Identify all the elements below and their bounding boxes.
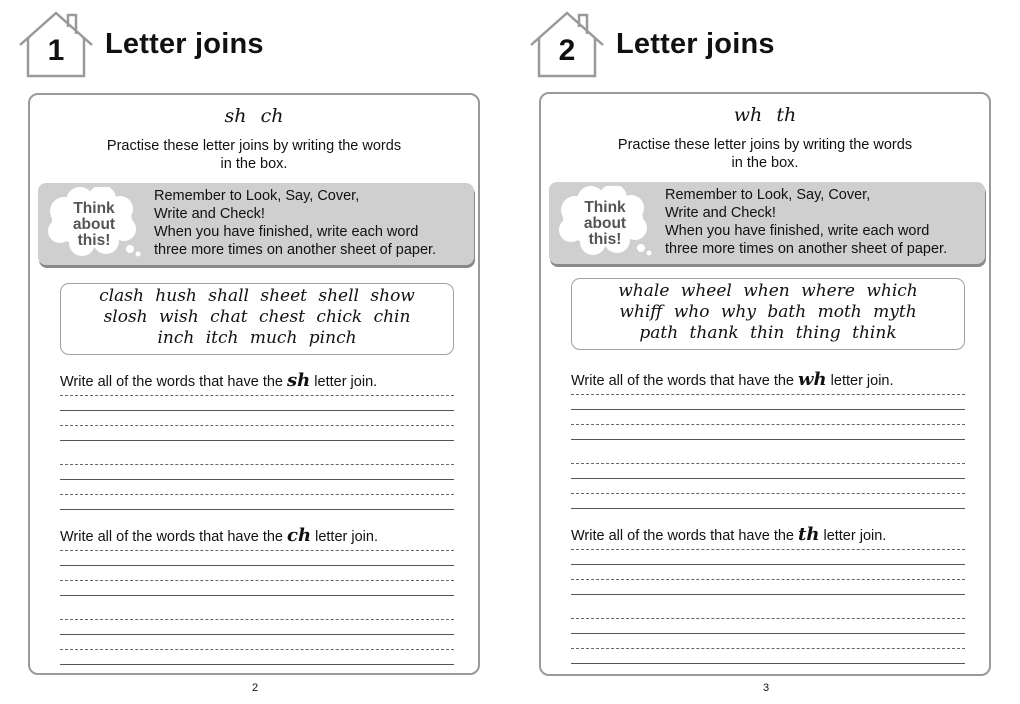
writing-line[interactable] <box>571 564 965 565</box>
letter-joins-heading: sh ch <box>224 105 284 127</box>
activity-card <box>539 92 991 676</box>
word-box <box>60 283 454 355</box>
writing-guide-line[interactable] <box>571 618 965 619</box>
house-icon <box>527 10 607 80</box>
word-line: whale wheel when where which <box>618 281 918 301</box>
house-icon <box>16 10 96 80</box>
word-line: whiff who why bath moth myth <box>619 302 917 322</box>
writing-guide-line[interactable] <box>60 464 454 465</box>
word-line: slosh wish chat chest chick chin <box>103 307 411 327</box>
intro-text: Practise these letter joins by writing the words in the box. <box>106 138 402 172</box>
word-line: path thank thin thing think <box>639 323 897 343</box>
writing-guide-line[interactable] <box>571 549 965 550</box>
writing-line[interactable] <box>60 479 454 480</box>
writing-line[interactable] <box>60 509 454 510</box>
prompt-first-join: Write all of the words that have the wh letter join. <box>571 369 894 390</box>
page-number: 3 <box>762 682 770 694</box>
writing-line[interactable] <box>571 409 965 410</box>
think-instructions: Remember to Look, Say, Cover, Write and Check! When you have finished, write each word three more times on another sheet of paper. <box>665 187 948 257</box>
think-instructions: Remember to Look, Say, Cover, Write and Check! When you have finished, write each word three more times on another sheet of paper. <box>154 188 437 258</box>
prompt-second-join: Write all of the words that have the ch letter join. <box>60 525 378 546</box>
writing-line[interactable] <box>571 594 965 595</box>
unit-number: 1 <box>47 34 65 67</box>
letter-joins-heading: wh th <box>733 104 797 126</box>
writing-guide-line[interactable] <box>571 648 965 649</box>
word-line: inch itch much pinch <box>157 328 357 348</box>
writing-line[interactable] <box>571 633 965 634</box>
think-label: Think about this! <box>583 199 627 248</box>
writing-line[interactable] <box>571 439 965 440</box>
writing-line[interactable] <box>571 663 965 664</box>
page-number: 2 <box>251 682 259 694</box>
think-about-this-box <box>549 182 985 264</box>
word-line: clash hush shall sheet shell show <box>99 286 415 306</box>
writing-line[interactable] <box>60 595 454 596</box>
think-about-this-box <box>38 183 474 265</box>
writing-guide-line[interactable] <box>60 550 454 551</box>
page-title: Letter joins <box>105 28 264 60</box>
writing-guide-line[interactable] <box>571 493 965 494</box>
activity-card <box>28 93 480 675</box>
writing-guide-line[interactable] <box>60 395 454 396</box>
prompt-second-join: Write all of the words that have the th letter join. <box>571 524 887 545</box>
writing-guide-line[interactable] <box>571 463 965 464</box>
intro-text: Practise these letter joins by writing the words in the box. <box>617 137 913 171</box>
right-page <box>511 0 1020 704</box>
writing-line[interactable] <box>60 440 454 441</box>
writing-guide-line[interactable] <box>60 425 454 426</box>
writing-line[interactable] <box>571 478 965 479</box>
writing-guide-line[interactable] <box>571 394 965 395</box>
prompt-first-join: Write all of the words that have the sh letter join. <box>60 370 378 391</box>
thought-cloud-icon <box>555 186 655 258</box>
think-label: Think about this! <box>72 200 116 249</box>
thought-cloud-icon <box>44 187 144 259</box>
word-box <box>571 278 965 350</box>
writing-line[interactable] <box>60 634 454 635</box>
writing-guide-line[interactable] <box>571 424 965 425</box>
writing-line[interactable] <box>571 508 965 509</box>
writing-guide-line[interactable] <box>60 494 454 495</box>
writing-line[interactable] <box>60 565 454 566</box>
writing-guide-line[interactable] <box>60 649 454 650</box>
writing-guide-line[interactable] <box>60 580 454 581</box>
unit-number: 2 <box>558 34 576 67</box>
writing-guide-line[interactable] <box>60 619 454 620</box>
page-title: Letter joins <box>616 28 775 60</box>
writing-guide-line[interactable] <box>571 579 965 580</box>
writing-line[interactable] <box>60 410 454 411</box>
writing-line[interactable] <box>60 664 454 665</box>
